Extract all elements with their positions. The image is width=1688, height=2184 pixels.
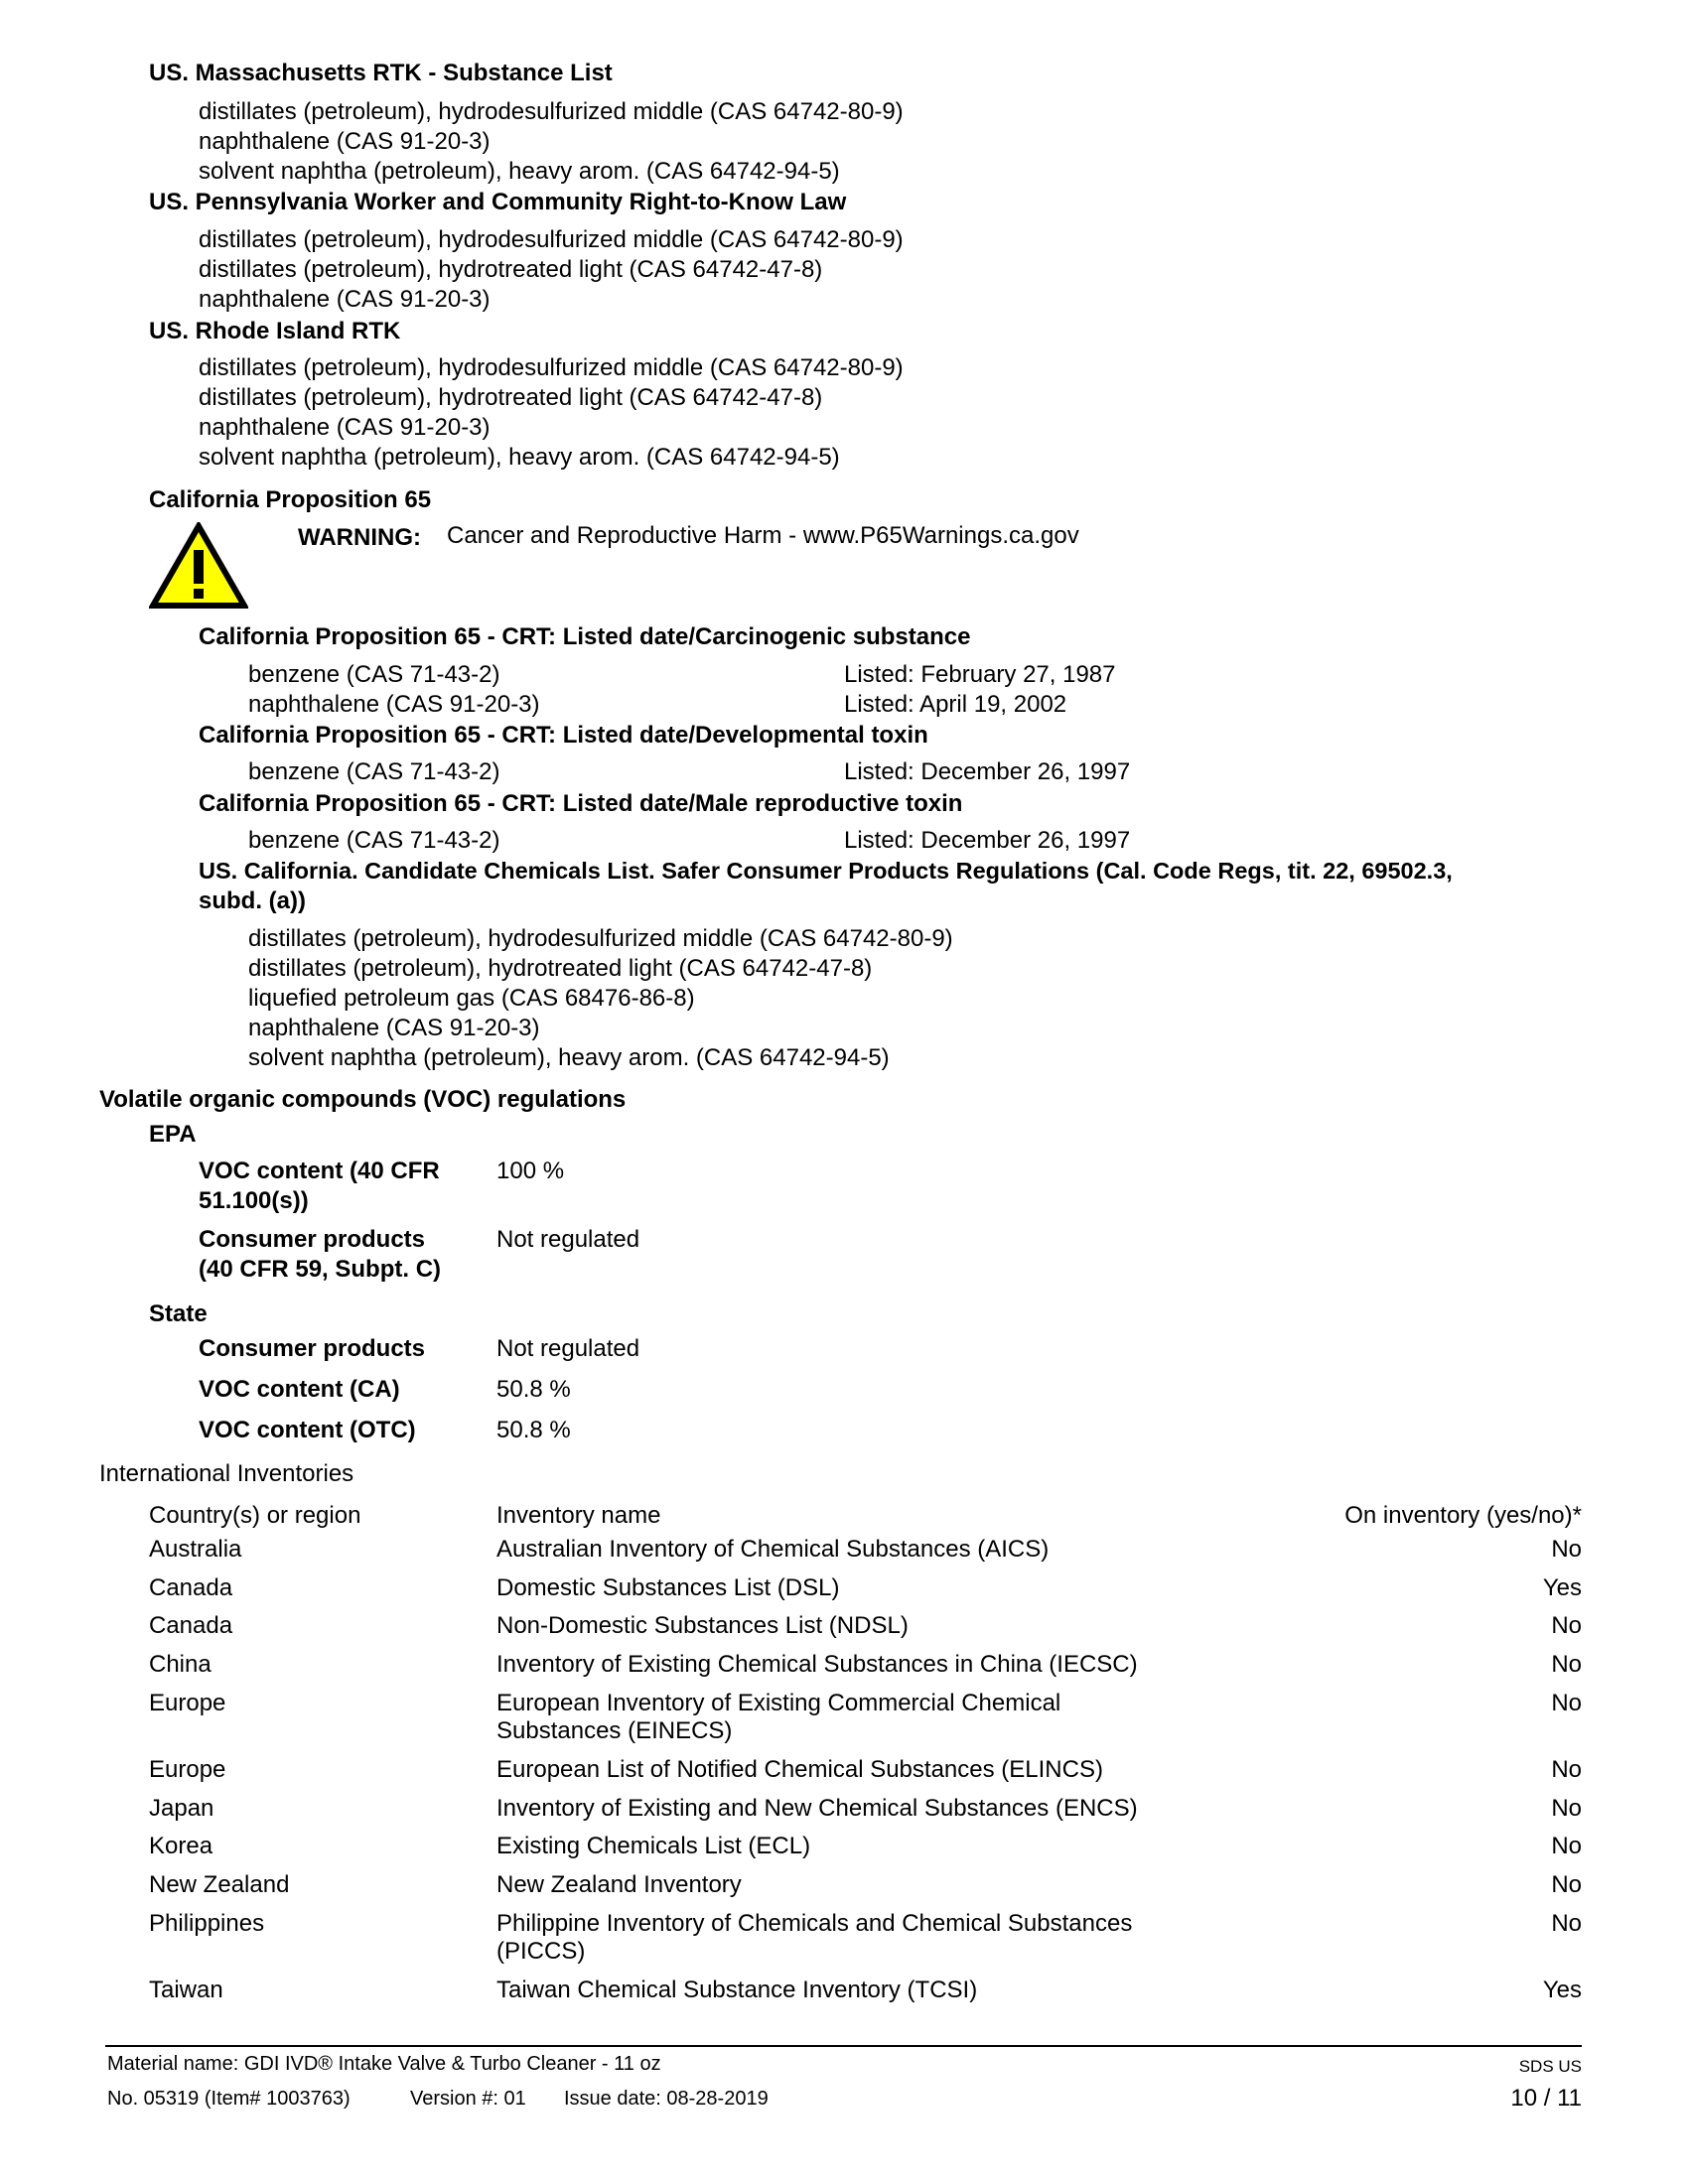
inventory-on-status: No [1551, 1871, 1582, 1898]
list-item: naphthalene (CAS 91-20-3) [199, 414, 491, 441]
footer-issue-date: Issue date: 08-28-2019 [564, 2088, 769, 2110]
warning-label: WARNING: [298, 524, 421, 551]
substance: naphthalene (CAS 91-20-3) [248, 691, 540, 718]
candidate-heading: US. California. Candidate Chemicals List. Safer Consumer Products Regulations (Cal. Code Regs, tit. 22, 69502.3, [199, 858, 1453, 884]
state-row-value: 50.8 % [496, 1376, 571, 1403]
inventory-country: Australia [149, 1536, 242, 1563]
voc-content-label: VOC content (40 CFR [199, 1158, 440, 1184]
inventory-name: Non-Domestic Substances List (NDSL) [496, 1612, 909, 1639]
listed-date: Listed: December 26, 1997 [844, 758, 1131, 785]
massachusetts-heading: US. Massachusetts RTK - Substance List [149, 60, 613, 86]
voc-heading: Volatile organic compounds (VOC) regulations [99, 1086, 627, 1113]
column-header-name: Inventory name [496, 1502, 661, 1529]
inventory-country: Canada [149, 1612, 233, 1639]
footer-version: Version #: 01 [410, 2088, 526, 2110]
state-row-label: Consumer products [199, 1335, 426, 1362]
list-item: distillates (petroleum), hydrodesulfurized middle (CAS 64742-80-9) [199, 98, 904, 125]
state-row-label: VOC content (CA) [199, 1376, 400, 1403]
list-item: naphthalene (CAS 91-20-3) [248, 1015, 540, 1041]
footer-page-number: 10 / 11 [1510, 2085, 1582, 2112]
consumer-products-label: Consumer products [199, 1226, 426, 1253]
inventory-country: Taiwan [149, 1977, 223, 2003]
inventory-country: Philippines [149, 1910, 265, 1937]
footer-material-name: Material name: GDI IVD® Intake Valve & Turbo Cleaner - 11 oz [107, 2053, 661, 2075]
list-item: solvent naphtha (petroleum), heavy arom. (CAS 64742-94-5) [248, 1044, 890, 1071]
inventory-name-cont: (PICCS) [496, 1938, 586, 1965]
column-header-country: Country(s) or region [149, 1502, 361, 1529]
inventory-on-status: No [1551, 1795, 1582, 1822]
list-item: distillates (petroleum), hydrodesulfurized middle (CAS 64742-80-9) [199, 354, 904, 381]
carcinogenic-heading: California Proposition 65 - CRT: Listed date/Carcinogenic substance [199, 623, 971, 650]
state-row-value: 50.8 % [496, 1417, 571, 1443]
list-item: solvent naphtha (petroleum), heavy arom. (CAS 64742-94-5) [199, 158, 840, 185]
substance: benzene (CAS 71-43-2) [248, 758, 500, 785]
column-header-on-inventory: On inventory (yes/no)* [1344, 1502, 1582, 1529]
list-item: liquefied petroleum gas (CAS 68476-86-8) [248, 985, 695, 1012]
inventory-on-status: No [1551, 1651, 1582, 1678]
substance: benzene (CAS 71-43-2) [248, 827, 500, 854]
list-item: distillates (petroleum), hydrotreated light (CAS 64742-47-8) [199, 256, 823, 283]
pennsylvania-heading: US. Pennsylvania Worker and Community Right-to-Know Law [149, 189, 847, 215]
inventory-country: China [149, 1651, 211, 1678]
list-item: naphthalene (CAS 91-20-3) [199, 286, 491, 313]
list-item: distillates (petroleum), hydrodesulfurized middle (CAS 64742-80-9) [199, 226, 904, 253]
inventory-name: Philippine Inventory of Chemicals and Chemical Substances [496, 1910, 1133, 1937]
inventory-country: Canada [149, 1574, 233, 1601]
inventory-country: Japan [149, 1795, 214, 1822]
consumer-products-value: Not regulated [496, 1226, 640, 1253]
listed-date: Listed: December 26, 1997 [844, 827, 1131, 854]
developmental-heading: California Proposition 65 - CRT: Listed date/Developmental toxin [199, 722, 928, 749]
consumer-products-label-cont: (40 CFR 59, Subpt. C) [199, 1256, 442, 1283]
inventory-country: New Zealand [149, 1871, 290, 1898]
inventory-on-status: No [1551, 1690, 1582, 1716]
state-row-value: Not regulated [496, 1335, 640, 1362]
inventory-name: European List of Notified Chemical Substances (ELINCS) [496, 1756, 1103, 1783]
listed-date: Listed: April 19, 2002 [844, 691, 1067, 718]
inventory-on-status: No [1551, 1833, 1582, 1859]
prop65-heading: California Proposition 65 [149, 486, 432, 513]
inventory-on-status: Yes [1542, 1574, 1582, 1601]
inventory-country: Europe [149, 1756, 226, 1783]
inventory-name: New Zealand Inventory [496, 1871, 742, 1898]
footer-divider [105, 2045, 1582, 2047]
inventories-heading: International Inventories [99, 1460, 354, 1487]
list-item: solvent naphtha (petroleum), heavy arom. (CAS 64742-94-5) [199, 444, 840, 471]
list-item: naphthalene (CAS 91-20-3) [199, 128, 491, 155]
voc-content-value: 100 % [496, 1158, 565, 1184]
inventory-on-status: Yes [1542, 1977, 1582, 2003]
inventory-country: Europe [149, 1690, 226, 1716]
warning-triangle-icon [149, 522, 248, 610]
candidate-heading-cont: subd. (a)) [199, 887, 306, 914]
state-row-label: VOC content (OTC) [199, 1417, 416, 1443]
inventory-name: Australian Inventory of Chemical Substances (AICS) [496, 1536, 1050, 1563]
substance: benzene (CAS 71-43-2) [248, 661, 500, 688]
inventory-name: Existing Chemicals List (ECL) [496, 1833, 811, 1859]
list-item: distillates (petroleum), hydrodesulfurized middle (CAS 64742-80-9) [248, 925, 953, 952]
inventory-country: Korea [149, 1833, 213, 1859]
list-item: distillates (petroleum), hydrotreated light (CAS 64742-47-8) [248, 955, 873, 982]
inventory-on-status: No [1551, 1910, 1582, 1937]
inventory-name: Taiwan Chemical Substance Inventory (TCSI) [496, 1977, 978, 2003]
inventory-name: European Inventory of Existing Commercial Chemical [496, 1690, 1061, 1716]
inventory-on-status: No [1551, 1536, 1582, 1563]
inventory-name: Inventory of Existing Chemical Substances in China (IECSC) [496, 1651, 1138, 1678]
inventory-on-status: No [1551, 1756, 1582, 1783]
inventory-name: Inventory of Existing and New Chemical Substances (ENCS) [496, 1795, 1138, 1822]
listed-date: Listed: February 27, 1987 [844, 661, 1116, 688]
inventory-name-cont: Substances (EINECS) [496, 1717, 733, 1744]
state-heading: State [149, 1300, 208, 1327]
warning-text: Cancer and Reproductive Harm - www.P65Warnings.ca.gov [447, 522, 1079, 549]
male-reproductive-heading: California Proposition 65 - CRT: Listed date/Male reproductive toxin [199, 790, 963, 817]
inventory-on-status: No [1551, 1612, 1582, 1639]
inventory-name: Domestic Substances List (DSL) [496, 1574, 840, 1601]
voc-content-label-cont: 51.100(s)) [199, 1187, 309, 1214]
list-item: distillates (petroleum), hydrotreated light (CAS 64742-47-8) [199, 384, 823, 411]
footer-number: No. 05319 (Item# 1003763) [107, 2088, 351, 2110]
footer-doc-type: SDS US [1518, 2057, 1582, 2076]
rhode-island-heading: US. Rhode Island RTK [149, 318, 401, 344]
epa-heading: EPA [149, 1121, 197, 1148]
